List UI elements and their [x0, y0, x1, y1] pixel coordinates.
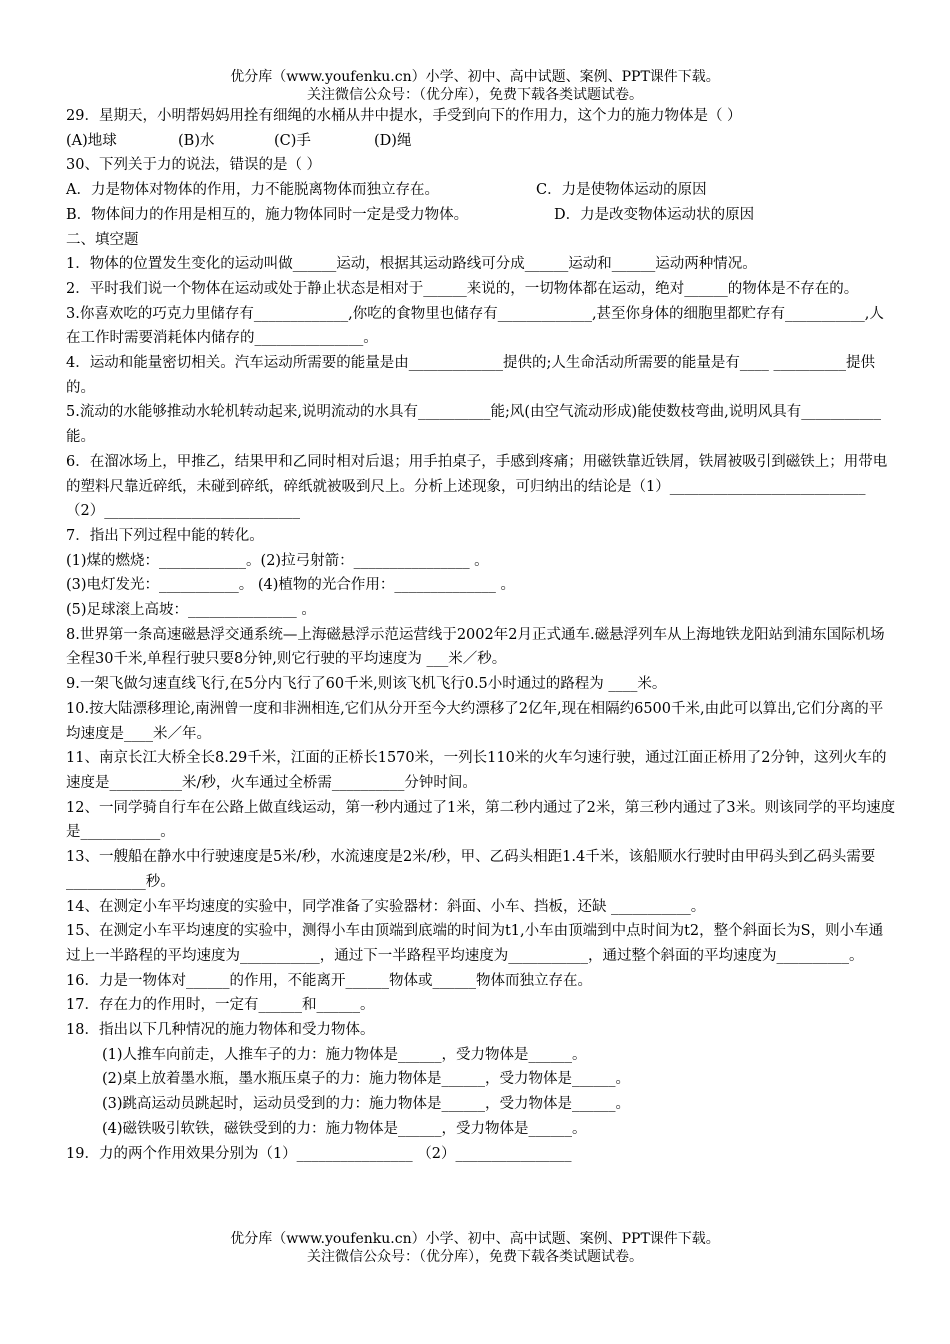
fill-question-18-part-3: (3)跳高运动员跳起时，运动员受到的力：施力物体是______，受力物体是______。 — [102, 1096, 631, 1113]
option-d: D．力是改变物体运动状的原因 — [554, 206, 755, 223]
question-30-row-2 — [66, 203, 896, 228]
header-line-1: 优分库（www.youfenku.cn）小学、初中、高中试题、案例、PPT课件下载。 — [230, 69, 720, 85]
fill-question-19: 19．力的两个作用效果分别为（1）________________ （2）________________ — [66, 1145, 572, 1162]
question-30-row-1 — [66, 178, 896, 203]
fill-question-8: 8.世界第一条高速磁悬浮交通系统—上海磁悬浮示范运营线于2002年2月正式通车.磁悬浮列车从上海地铁龙阳站到浦东国际机场全程30千米,单程行驶只要8分钟,则它行驶的平均速度为 ___米／秒。 — [66, 626, 885, 668]
fill-question-7-part-2: (3)电灯发光：___________。 (4)植物的光合作用：______________ 。 — [66, 577, 516, 594]
fill-question-4: 4．运动和能量密切相关。汽车运动所需要的能量是由_____________提供的;人生命活动所需要的能量是有____ __________提供的。 — [66, 355, 875, 396]
fill-question-18-part-4: (4)磁铁吸引软铁，磁铁受到的力：施力物体是______，受力物体是______。 — [102, 1120, 587, 1137]
fill-question-14: 14、在测定小车平均速度的实验中，同学准备了实验器材：斜面、小车、挡板，还缺 ___________。 — [66, 898, 706, 915]
fill-question-7: 7．指出下列过程中能的转化。 — [66, 527, 264, 544]
fill-question-10: 10.按大陆漂移理论,南洲曾一度和非洲相连,它们从分开至今大约漂移了2亿年,现在相隔约6500千米,由此可以算出,它们分离的平均速度是____米／年。 — [66, 700, 884, 742]
fill-question-7-part-3: (5)足球滚上高坡：_______________ 。 — [66, 602, 316, 619]
option-d: (D)绳 — [374, 132, 412, 149]
footer-line-2: 关注微信公众号：（优分库），免费下载各类试题试卷。 — [307, 1249, 643, 1265]
question-30-stem: 30、下列关于力的说法，错误的是（ ） — [66, 157, 322, 174]
fill-question-17: 17．存在力的作用时，一定有______和______。 — [66, 997, 375, 1014]
option-a: A．力是物体对物体的作用，力不能脱离物体而独立存在。 — [66, 182, 439, 199]
fill-question-18-part-2: (2)桌上放着墨水瓶，墨水瓶压桌子的力：施力物体是______，受力物体是______。 — [102, 1071, 631, 1088]
option-b: (B)水 — [178, 132, 215, 149]
header-line-2: 关注微信公众号：（优分库），免费下载各类试题试卷。 — [307, 87, 643, 103]
fill-question-12: 12、一同学骑自行车在公路上做直线运动，第一秒内通过了1米，第二秒内通过了2米，第三秒内通过了3米。则该同学的平均速度是___________。 — [66, 799, 896, 841]
fill-question-7-part-1: (1)煤的燃烧：____________。(2)拉弓射箭：________________ 。 — [66, 552, 489, 569]
option-c: C．力是使物体运动的原因 — [536, 182, 707, 199]
fill-question-3: 3.你喜欢吃的巧克力里储存有_____________,你吃的食物里也储存有_____________,甚至你身体的细胞里都贮存有___________,人在工作时需要消耗体内储存的_______________。 — [66, 305, 884, 347]
fill-question-18: 18．指出以下几种情况的施力物体和受力物体。 — [66, 1022, 375, 1039]
fill-question-16: 16．力是一物体对______的作用，不能离开______物体或______物体而独立存在。 — [66, 972, 592, 989]
fill-question-18-part-1: (1)人推车向前走，人推车子的力：施力物体是______，受力物体是______。 — [102, 1046, 587, 1063]
question-29-stem: 29．星期天，小明帮妈妈用拴有细绳的水桶从井中提水，手受到向下的作用力，这个力的施力物体是（ ） — [66, 108, 742, 124]
fill-question-15: 15、在测定小车平均速度的实验中，测得小车由顶端到底端的时间为t1,小车由顶端到中点时间为t2，整个斜面长为S，则小车通过上一半路程的平均速度为___________，通过下一半路程平均速度为___________，通过整个斜面的平均速度为__________。 — [66, 923, 884, 964]
fill-question-13: 13、一艘船在静水中行驶速度是5米/秒，水流速度是2米/秒，甲、乙码头相距1.4千米，该船顺水行驶时由甲码头到乙码头需要___________秒。 — [66, 849, 876, 890]
fill-question-6: 6．在溜冰场上，甲推乙，结果甲和乙同时相对后退；用手拍桌子，手感到疼痛；用磁铁靠近铁屑，铁屑被吸引到磁铁上；用带电的塑料尺靠近碎纸，未碰到碎纸，碎纸就被吸到尺上。分析上述现象，可归纳出的结论是（1）___________________________（2）___________________________ — [66, 453, 888, 520]
fill-question-5: 5.流动的水能够推动水轮机转动起来,说明流动的水具有__________能;风(由空气流动形成)能使数枝弯曲,说明风具有___________能。 — [66, 404, 881, 446]
option-c: (C)手 — [274, 132, 311, 149]
footer-line-1: 优分库（www.youfenku.cn）小学、初中、高中试题、案例、PPT课件下载。 — [230, 1231, 720, 1247]
page-header — [0, 68, 950, 104]
question-29-options — [66, 129, 896, 154]
fill-question-9: 9.一架飞做匀速直线飞行,在5分内飞行了60千米,则该飞机飞行0.5小时通过的路程为 ____米。 — [66, 676, 667, 693]
fill-question-1: 1．物体的位置发生变化的运动叫做______运动，根据其运动路线可分成______运动和______运动两种情况。 — [66, 256, 757, 273]
section-heading: 二、填空题 — [66, 231, 139, 248]
fill-question-2: 2．平时我们说一个物体在运动或处于静止状态是相对于______来说的，一切物体都在运动，绝对______的物体是不存在的。 — [66, 280, 859, 297]
page-footer — [0, 1230, 950, 1266]
option-b: B．物体间力的作用是相互的，施力物体同时一定是受力物体。 — [66, 206, 469, 223]
option-a: (A)地球 — [66, 132, 117, 149]
fill-question-11: 11、南京长江大桥全长8.29千米，江面的正桥长1570米，一列长110米的火车匀速行驶，通过江面正桥用了2分钟，这列火车的速度是__________米/秒，火车通过全桥需__________分钟时间。 — [66, 750, 887, 791]
question-content — [66, 104, 896, 1166]
